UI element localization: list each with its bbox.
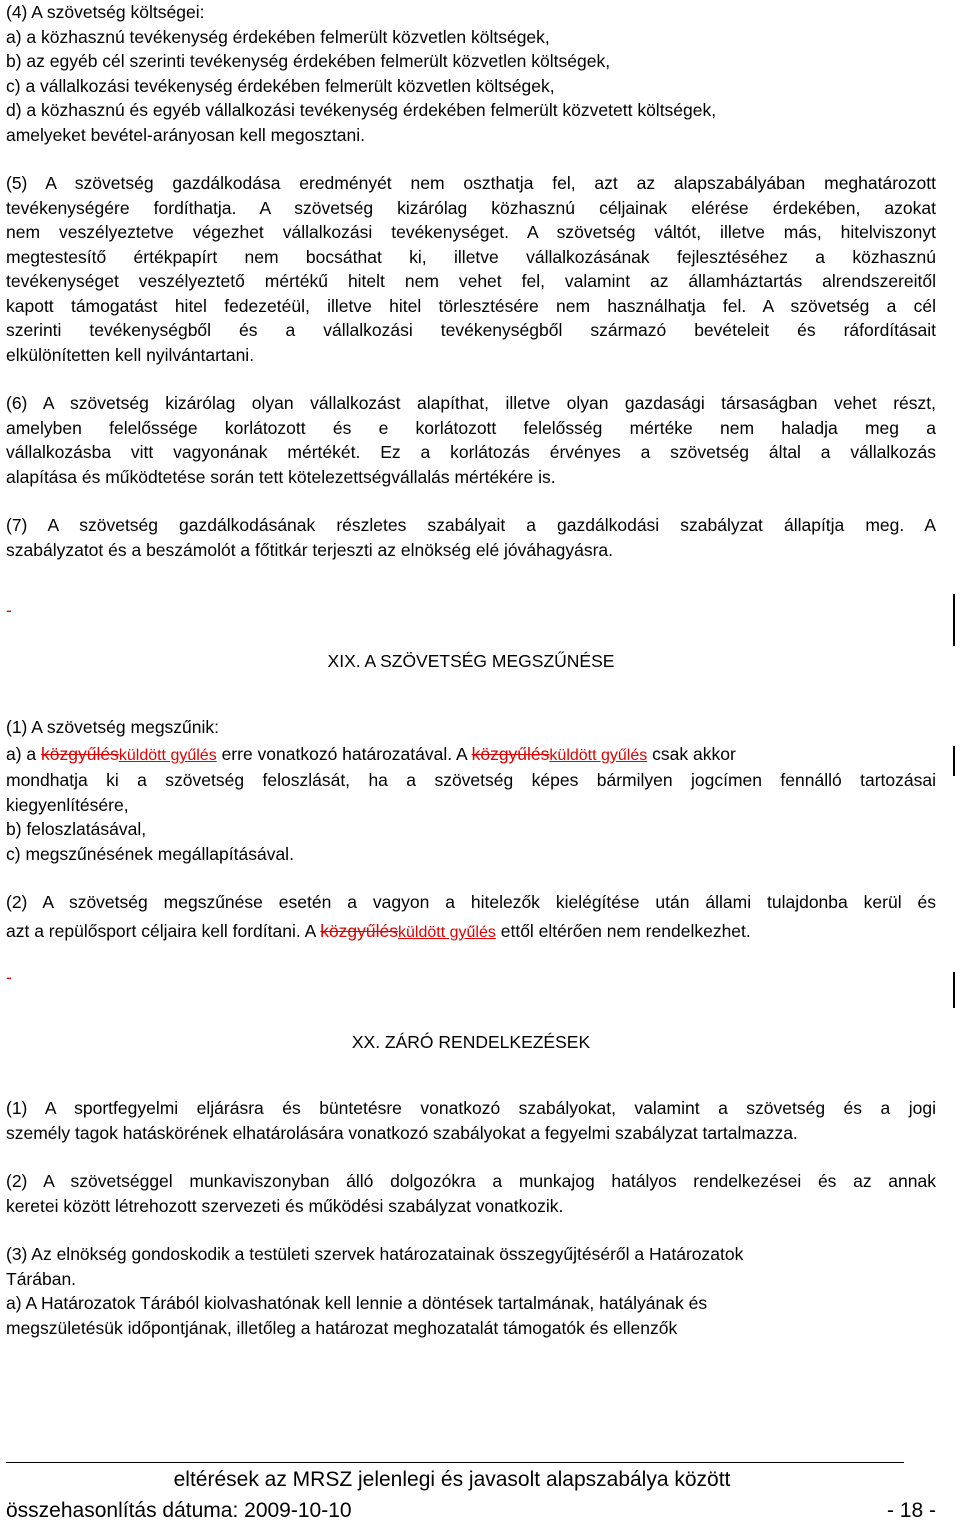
change-bar [953,746,955,776]
chapter-heading-xx: XX. ZÁRÓ RENDELKEZÉSEK [351,1031,591,1052]
change-bar [953,972,955,1008]
text-line: személy tagok hatáskörének elhatárolására vonatkozó szabályokat a fegyelmi szabályzat tartalmazza. [6,1122,798,1143]
text-line: a) A Határozatok Tárából kiolvashatónak kell lennie a döntések tartalmának, hatályának és [6,1293,708,1313]
text-line: szerinti tevékenységből és a vállalkozási tevékenységből származó bevételeit és ráfordításait [6,320,936,340]
text-line: c) megszűnésének megállapításával. [6,843,294,864]
chapter-20-paragraph-1 [6,1096,936,1145]
footer-rule [6,1462,904,1463]
chapter-heading-xix: XIX. A SZÖVETSÉG MEGSZŰNÉSE [327,650,615,671]
text-line: (2) A szövetség megszűnése esetén a vagyon a hitelezők kielégítése után állami tulajdonba kerül és [6,892,936,912]
text-line: b) az egyéb cél szerinti tevékenység érdekében felmerült közvetlen költségek, [6,51,611,71]
text-line: mondhatja ki a szövetség feloszlását, ha a szövetség képes bármilyen jogcímen fennálló tartozásai [6,770,936,790]
text-line-with-revisions [6,742,936,769]
text-line: tevékenységére fordíthatja. A szövetség kizárólag közhasznú céljainak elérése érdekében, azokat [6,197,936,218]
text-line: nem veszélyeztetve végezhet vállalkozási tevékenységet. A szövetség váltót, illetve más, hitelviszonyt [6,222,936,242]
text-line: (1) A sportfegyelmi eljárásra és büntetésre vonatkozó szabályokat, valamint a szövetség és a jogi [6,1098,936,1118]
text-line: (2) A szövetséggel munkaviszonyban álló dolgozókra a munkajog hatályos rendelkezései és az annak [6,1171,936,1191]
text-line-with-revisions [6,919,936,946]
text-line: Tárában. [6,1268,77,1289]
inserted-text: küldött gyűlés [398,923,496,941]
paragraph-6 [6,391,936,489]
text-line: b) feloszlatásával, [6,819,147,839]
paragraph-4 [6,0,936,147]
text-line: (3) Az elnökség gondoskodik a testületi szervek határozatainak összegyűjtéséről a Határozatok [6,1244,744,1264]
document-page [6,0,936,1340]
text-fragment: ettől eltérően nem rendelkezhet. [495,920,751,941]
text-line: (6) A szövetség kizárólag olyan vállalkozást alapíthat, illetve olyan gazdasági társaságban vehet részt, [6,393,936,413]
change-bar [953,594,955,646]
chapter-20-paragraph-3 [6,1242,936,1340]
text-line: (5) A szövetség gazdálkodása eredményét nem oszthatja fel, azt az alapszabályában meghatározott [6,173,936,193]
footer-date: összehasonlítás dátuma: 2009-10-10 [6,1499,352,1522]
chapter-19-paragraph-2 [6,890,936,945]
text-fragment: azt a repülősport céljaira kell fordítani. A [6,920,321,941]
text-line: szabályzatot és a beszámolót a főtitkár terjeszti az elnökség elé jóváhagyásra. [6,539,613,560]
text-line: amelyben felelőssége korlátozott és e korlátozott felelősség mértéke nem haladja meg a [6,417,936,438]
text-line: d) a közhasznú és egyéb vállalkozási tevékenység érdekében felmerült közvetett költségek, [6,100,717,120]
text-line: alapítása és működtetése során tett kötelezettségvállalás mértékére is. [6,466,556,487]
inserted-text: küldött gyűlés [549,746,648,764]
text-line: vállalkozásba vitt vagyonának mértékét. Ez a korlátozás érvényes a szövetség által a vállalkozás [6,442,936,462]
text-line: (1) A szövetség megszűnik: [6,717,220,737]
text-line: amelyeket bevétel-arányosan kell megosztani. [6,124,365,145]
text-line: (7) A szövetség gazdálkodásának részletes szabályait a gazdálkodási szabályzat állapítja meg. A [6,515,936,535]
text-line: megszületésük időpontjának, illetőleg a határozat meghozatalát támogatók és ellenzők [6,1317,678,1338]
text-line: tevékenységet veszélyeztető mértékű hitelt nem vehet fel, valamint az államháztartás alrendszereitől [6,271,936,291]
text-line: elkülönítetten kell nyilvántartani. [6,344,255,365]
footer-title: eltérések az MRSZ jelenlegi és javasolt alapszabálya között [173,1468,731,1491]
inserted-text: küldött gyűlés [118,746,217,764]
text-fragment: erre vonatkozó határozatával. A [216,743,472,764]
deleted-text: közgyűlés [41,743,119,764]
text-line: megtestesítő értékpapírt nem bocsáthat ki, illetve vállalkozásának fejlesztéséhez a közhasznú [6,246,936,267]
paragraph-5 [6,171,936,367]
text-fragment: a) a [6,743,42,764]
page-number: - 18 - [886,1499,936,1522]
text-fragment: csak akkor [647,743,736,764]
deleted-text: közgyűlés [320,920,399,941]
text-line: (4) A szövetség költségei: [6,2,205,22]
deleted-text: közgyűlés [471,743,550,764]
chapter-20-paragraph-2 [6,1169,936,1218]
text-line: keretei között létrehozott szervezeti és működési szabályzat vonatkozik. [6,1195,564,1216]
text-line: kapott támogatást hitel fedezetéül, illetve hitel törlesztésére nem használhatja fel. A szövetség a cél [6,295,936,316]
paragraph-7 [6,513,936,562]
chapter-19-paragraph-1 [6,715,936,866]
text-line: c) a vállalkozási tevékenység érdekében felmerült közvetlen költségek, [6,75,555,96]
change-marker: - [6,600,12,620]
change-marker: - [6,967,12,987]
text-line: a) a közhasznú tevékenység érdekében felmerült közvetlen költségek, [6,26,550,47]
text-line: kiegyenlítésére, [6,794,129,815]
